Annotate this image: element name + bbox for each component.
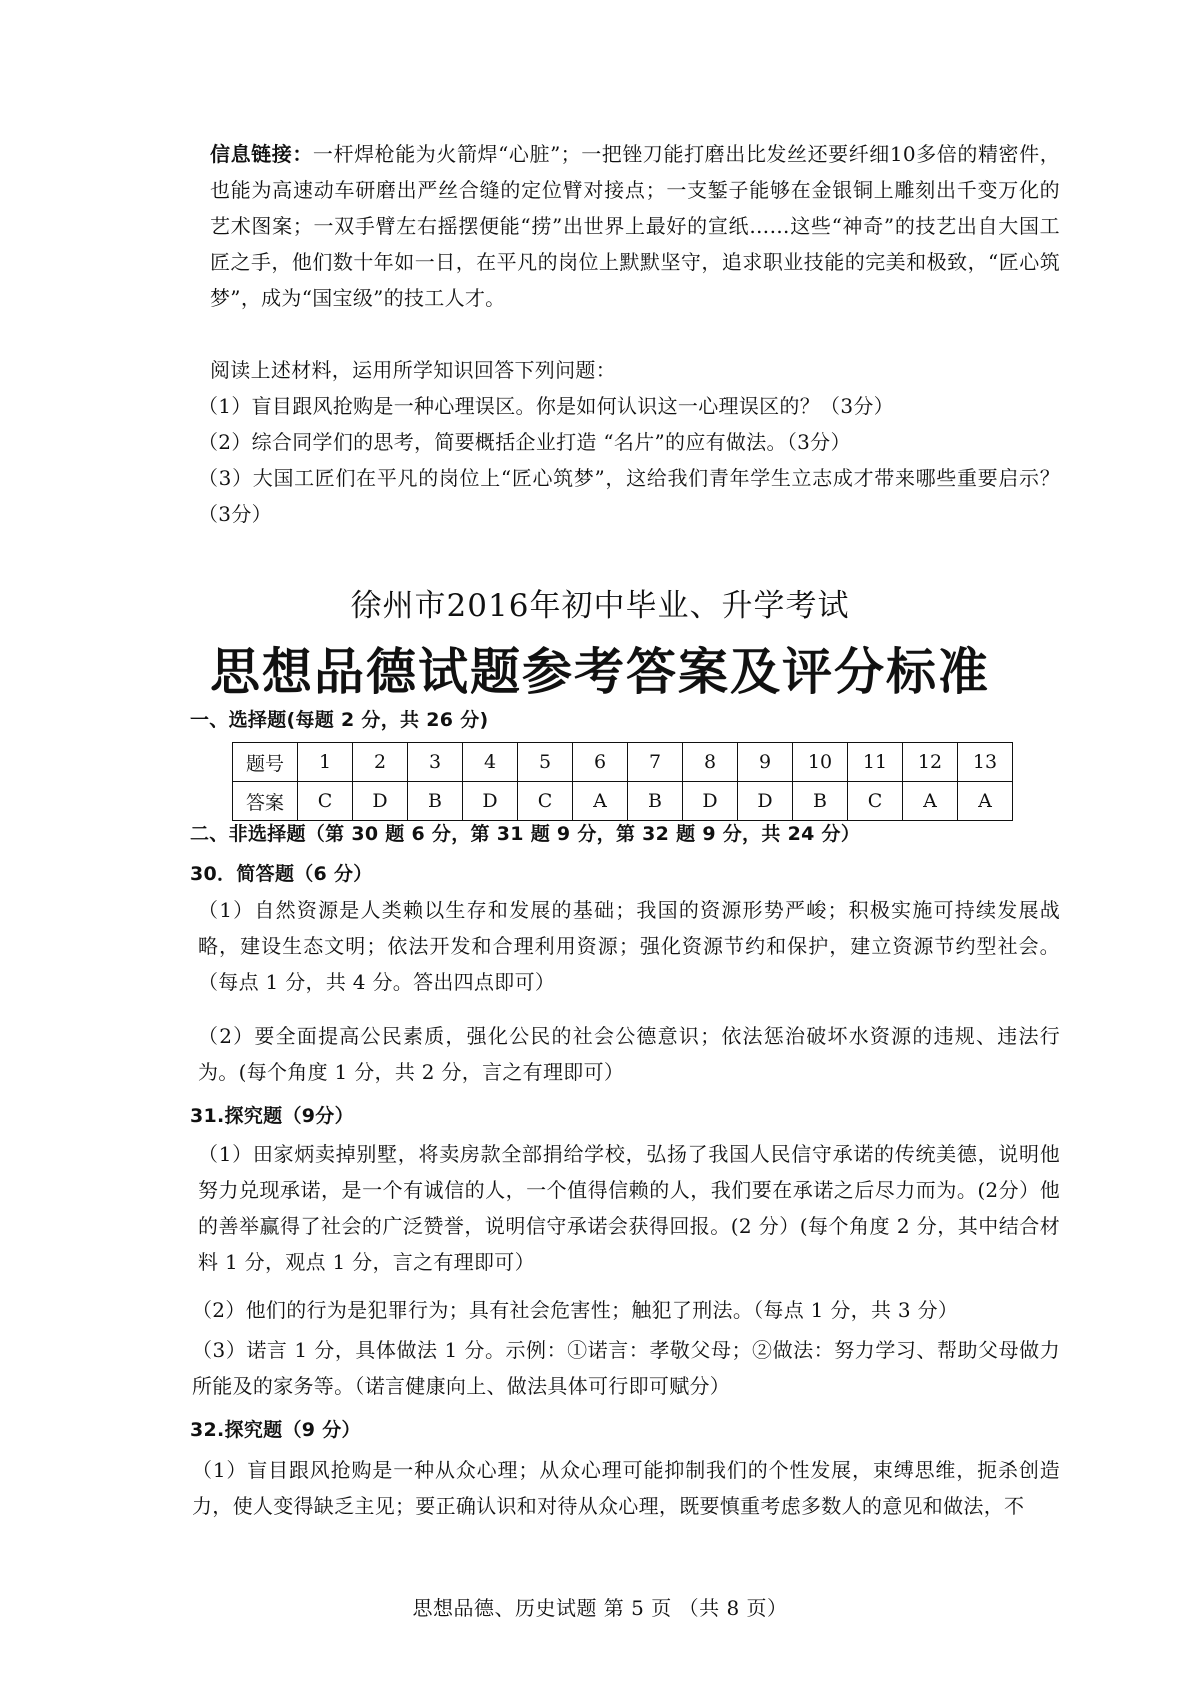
row-label-answer: 答案 xyxy=(233,782,298,821)
info-link-text: 一杆焊枪能为火箭焊“心脏”；一把锉刀能打磨出比发丝还要纤细10多倍的精密件，也能为高速动车研磨出严丝合缝的定位臂对接点；一支錾子能够在金银铜上雕刻出千变万化的艺术图案；一双手臂左右摇摆便能“捞”出世界上最好的宣纸……这些“神奇”的技艺出自大国工匠之手，他们数十年如一日，在平凡的岗位上默默坚守，追求职业技能的完美和极致，“匠心筑梦”，成为“国宝级”的技工人才。 xyxy=(210,142,1060,310)
answer-cell: B xyxy=(793,782,848,821)
page-footer: 思想品德、历史试题 第 5 页 （共 8 页） xyxy=(412,1596,788,1620)
table-row-numbers xyxy=(233,743,1013,782)
q31-heading: 31.探究题（9分） xyxy=(190,1105,354,1127)
q30-answer-2: （2）要全面提高公民素质，强化公民的社会公德意识；依法惩治破坏水资源的违规、违法行为。(每个角度 1 分，共 2 分，言之有理即可） xyxy=(198,1024,1060,1084)
answer-cell: B xyxy=(628,782,683,821)
question-1: （1）盲目跟风抢购是一种心理误区。你是如何认识这一心理误区的？（3分） xyxy=(198,394,894,418)
question-number-cell: 9 xyxy=(738,743,793,782)
table-row-answers xyxy=(233,782,1013,821)
answer-cell: B xyxy=(408,782,463,821)
q31-answer-1: （1）田家炳卖掉别墅，将卖房款全部捐给学校，弘扬了我国人民信守承诺的传统美德，说明他努力兑现承诺，是一个有诚信的人，一个值得信赖的人，我们要在承诺之后尽力而为。(2分）他的善举赢得了社会的广泛赞誉，说明信守承诺会获得回报。(2 分）(每个角度 2 分，其中结合材料 1 分，观点 1 分，言之有理即可） xyxy=(198,1142,1060,1274)
info-link-label: 信息链接： xyxy=(210,142,313,166)
q30-answer-1: （1）自然资源是人类赖以生存和发展的基础；我国的资源形势严峻；积极实施可持续发展战略，建设生态文明；依法开发和合理利用资源；强化资源节约和保护，建立资源节约型社会。（每点 1 分，共 4 分。答出四点即可） xyxy=(198,898,1060,994)
question-number-cell: 2 xyxy=(353,743,408,782)
question-number-cell: 11 xyxy=(848,743,903,782)
question-number-cell: 3 xyxy=(408,743,463,782)
question-number-cell: 12 xyxy=(903,743,958,782)
q31-answer-3: （3）诺言 1 分，具体做法 1 分。示例：①诺言：孝敬父母；②做法：努力学习、帮助父母做力所能及的家务等。（诺言健康向上、做法具体可行即可赋分） xyxy=(192,1338,1060,1398)
answer-cell: A xyxy=(903,782,958,821)
answer-cell: D xyxy=(738,782,793,821)
q31-answer-2: （2）他们的行为是犯罪行为；具有社会危害性；触犯了刑法。（每点 1 分，共 3 分） xyxy=(192,1298,959,1322)
answer-cell: D xyxy=(353,782,408,821)
answer-table xyxy=(232,742,1013,821)
answer-cell: C xyxy=(298,782,353,821)
question-number-cell: 6 xyxy=(573,743,628,782)
question-number-cell: 8 xyxy=(683,743,738,782)
answer-cell: C xyxy=(848,782,903,821)
question-2: （2）综合同学们的思考，简要概括企业打造 “名片”的应有做法。（3分） xyxy=(198,430,851,454)
q32-answer-1: （1）盲目跟风抢购是一种从众心理；从众心理可能抑制我们的个性发展，束缚思维，扼杀创造力，使人变得缺乏主见；要正确认识和对待从众心理，既要慎重考虑多数人的意见和做法，不 xyxy=(192,1458,1060,1518)
q30-heading: 30．简答题（6 分） xyxy=(190,863,373,885)
reading-instruction: 阅读上述材料，运用所学知识回答下列问题： xyxy=(210,358,616,382)
question-number-cell: 1 xyxy=(298,743,353,782)
answer-cell: C xyxy=(518,782,573,821)
answer-cell: D xyxy=(683,782,738,821)
q32-heading: 32.探究题（9 分） xyxy=(190,1419,361,1441)
answer-cell: A xyxy=(958,782,1013,821)
answer-cell: D xyxy=(463,782,518,821)
question-3: （3）大国工匠们在平凡的岗位上“匠心筑梦”，这给我们青年学生立志成才带来哪些重要启示？（3分） xyxy=(198,466,1060,526)
row-label-number: 题号 xyxy=(233,743,298,782)
section1-heading: 一、选择题(每题 2 分，共 26 分) xyxy=(190,709,489,731)
question-number-cell: 13 xyxy=(958,743,1013,782)
question-number-cell: 7 xyxy=(628,743,683,782)
question-number-cell: 4 xyxy=(463,743,518,782)
answer-cell: A xyxy=(573,782,628,821)
question-number-cell: 10 xyxy=(793,743,848,782)
main-title: 思想品德试题参考答案及评分标准 xyxy=(210,643,990,701)
info-link-paragraph xyxy=(210,136,1060,316)
section2-heading: 二、非选择题（第 30 题 6 分，第 31 题 9 分，第 32 题 9 分，共 24 分） xyxy=(190,823,861,845)
question-number-cell: 5 xyxy=(518,743,573,782)
exam-title: 徐州市2016年初中毕业、升学考试 xyxy=(350,588,850,624)
